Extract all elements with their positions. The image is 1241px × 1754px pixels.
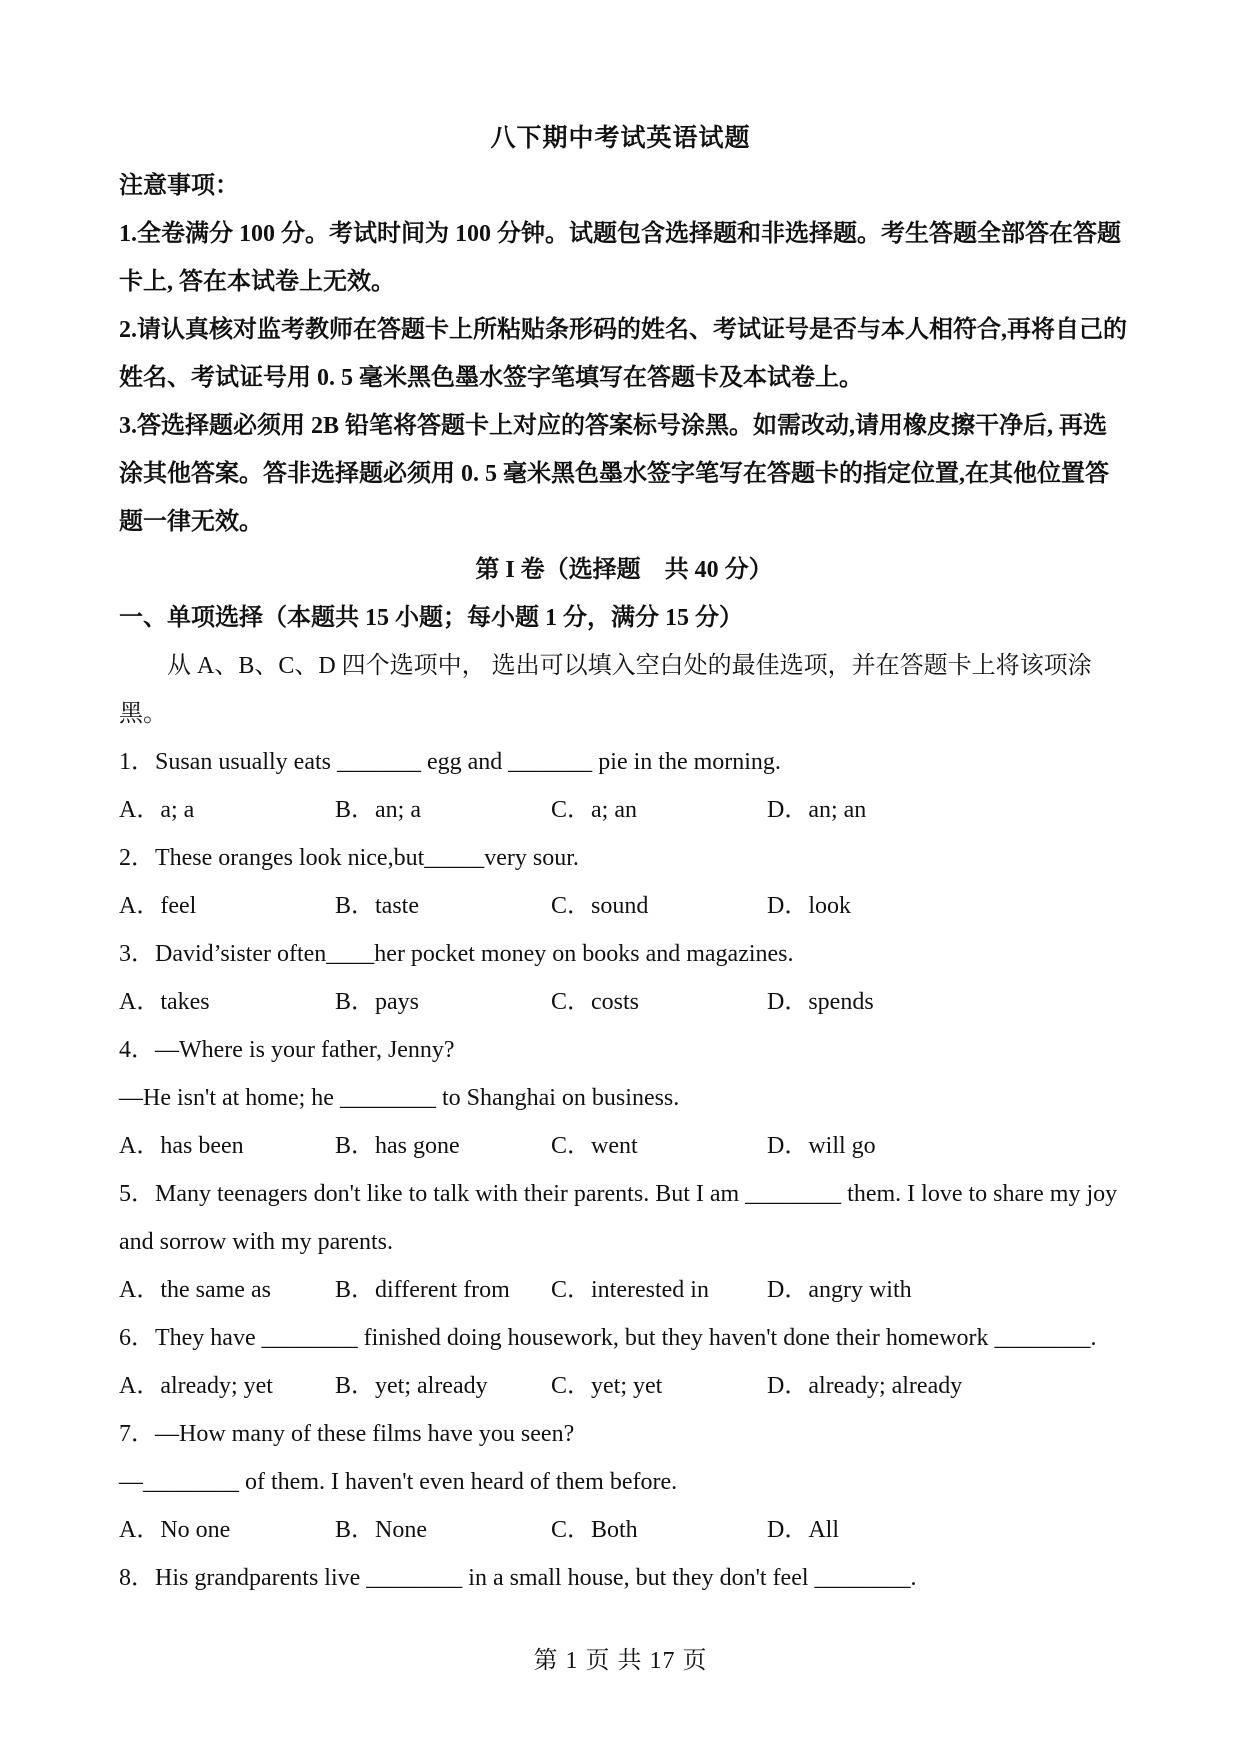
question-2 bbox=[119, 834, 1129, 930]
option-b: B．an; a bbox=[335, 797, 421, 823]
question-stem: 5．Many teenagers don't like to talk with their parents. But I am ________ them. I love to share my joy and sorrow with my parents. bbox=[119, 1181, 1118, 1255]
part-title: 一、单项选择（本题共 15 小题；每小题 1 分，满分 15 分） bbox=[119, 605, 743, 631]
question-stem: 6．They have ________ finished doing housework, but they haven't done their homework ________. bbox=[119, 1325, 1097, 1351]
option-b: B．different from bbox=[335, 1277, 510, 1303]
page-footer: 第 1 页 共 17 页 bbox=[533, 1648, 708, 1674]
option-row bbox=[119, 786, 1129, 834]
exam-content bbox=[119, 162, 1129, 1602]
section-title: 第 I 卷（选择题 共 40 分） bbox=[475, 557, 773, 583]
question-8 bbox=[119, 1554, 1129, 1602]
question-stem: —________ of them. I haven't even heard of them before. bbox=[119, 1469, 678, 1495]
option-b: B．taste bbox=[335, 893, 419, 919]
notice-item-1: 1.全卷满分 100 分。考试时间为 100 分钟。试题包含选择题和非选择题。考生答题全部答在答题卡上, 答在本试卷上无效。 bbox=[119, 221, 1121, 295]
notice-heading: 注意事项： bbox=[119, 173, 239, 199]
option-row bbox=[119, 1122, 1129, 1170]
option-a: A．already; yet bbox=[119, 1373, 273, 1399]
option-row bbox=[119, 1266, 1129, 1314]
question-5 bbox=[119, 1170, 1129, 1314]
option-c: C．yet; yet bbox=[551, 1373, 663, 1399]
option-a: A．feel bbox=[119, 893, 197, 919]
option-c: C．a; an bbox=[551, 797, 637, 823]
option-d: D．look bbox=[767, 893, 851, 919]
option-c: C．Both bbox=[551, 1517, 638, 1543]
option-row bbox=[119, 1506, 1129, 1554]
question-stem: 3．David’sister often____her pocket money on books and magazines. bbox=[119, 941, 794, 967]
option-b: B．yet; already bbox=[335, 1373, 488, 1399]
option-b: B．pays bbox=[335, 989, 419, 1015]
option-d: D．will go bbox=[767, 1133, 876, 1159]
option-a: A．a; a bbox=[119, 797, 195, 823]
question-6 bbox=[119, 1314, 1129, 1410]
option-b: B．has gone bbox=[335, 1133, 460, 1159]
option-d: D．spends bbox=[767, 989, 874, 1015]
question-1 bbox=[119, 738, 1129, 834]
question-stem: 1．Susan usually eats _______ egg and _______ pie in the morning. bbox=[119, 749, 781, 775]
option-c: C．sound bbox=[551, 893, 649, 919]
question-7 bbox=[119, 1410, 1129, 1554]
question-stem: 7．—How many of these films have you seen? bbox=[119, 1421, 575, 1447]
question-stem: —He isn't at home; he ________ to Shanghai on business. bbox=[119, 1085, 680, 1111]
option-row bbox=[119, 978, 1129, 1026]
option-d: D．angry with bbox=[767, 1277, 912, 1303]
notice-item-3: 3.答选择题必须用 2B 铅笔将答题卡上对应的答案标号涂黑。如需改动,请用橡皮擦干净后, 再选涂其他答案。答非选择题必须用 0. 5 毫米黑色墨水签字笔写在答题卡的指定位置,在其他位置答题一律无效。 bbox=[119, 413, 1109, 535]
option-c: C．costs bbox=[551, 989, 640, 1015]
notice-item-2: 2.请认真核对监考教师在答题卡上所粘贴条形码的姓名、考试证号是否与本人相符合,再将自己的姓名、考试证号用 0. 5 毫米黑色墨水签字笔填写在答题卡及本试卷上。 bbox=[119, 317, 1127, 391]
option-d: D．All bbox=[767, 1517, 839, 1543]
question-3 bbox=[119, 930, 1129, 1026]
option-b: B．None bbox=[335, 1517, 427, 1543]
option-row bbox=[119, 1362, 1129, 1410]
question-list bbox=[119, 738, 1129, 1602]
exam-title: 八下期中考试英语试题 bbox=[490, 125, 751, 152]
option-a: A．takes bbox=[119, 989, 210, 1015]
option-d: D．an; an bbox=[767, 797, 867, 823]
question-stem: 2．These oranges look nice,but_____very sour. bbox=[119, 845, 579, 871]
part-instruction: 从 A、B、C、D 四个选项中， 选出可以填入空白处的最佳选项，并在答题卡上将该项涂黑。 bbox=[119, 653, 1092, 727]
option-row bbox=[119, 882, 1129, 930]
option-c: C．went bbox=[551, 1133, 638, 1159]
question-4 bbox=[119, 1026, 1129, 1170]
option-a: A．No one bbox=[119, 1517, 231, 1543]
option-c: C．interested in bbox=[551, 1277, 709, 1303]
option-a: A．has been bbox=[119, 1133, 244, 1159]
option-a: A．the same as bbox=[119, 1277, 271, 1303]
question-stem: 4．—Where is your father, Jenny? bbox=[119, 1037, 455, 1063]
option-d: D．already; already bbox=[767, 1373, 963, 1399]
question-stem: 8．His grandparents live ________ in a small house, but they don't feel ________. bbox=[119, 1565, 917, 1591]
